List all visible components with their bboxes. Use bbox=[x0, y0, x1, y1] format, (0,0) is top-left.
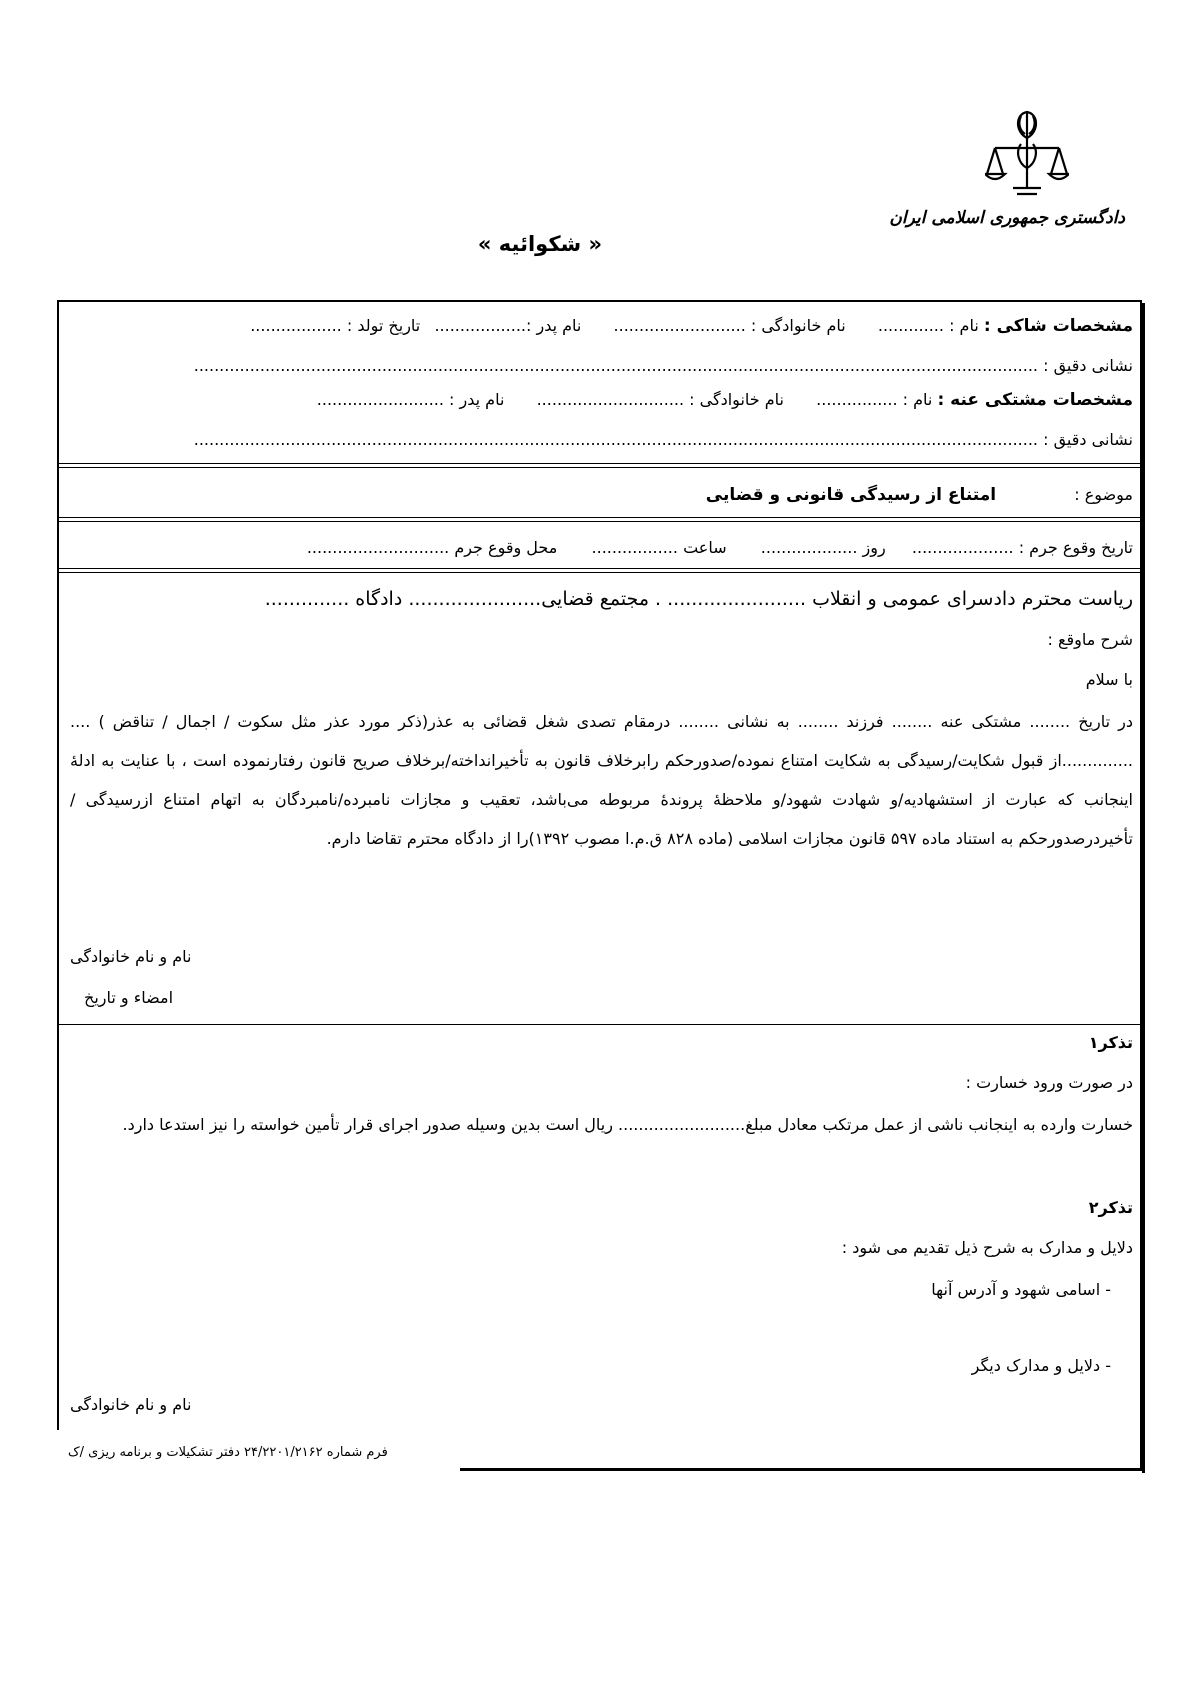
complainant-birth-field[interactable]: تاریخ تولد : .................. bbox=[250, 316, 421, 335]
court-emblem bbox=[889, 108, 1125, 248]
signature-date: امضاء و تاریخ bbox=[84, 988, 174, 1007]
description-label: شرح ماوقع : bbox=[1047, 630, 1133, 649]
note2-line1: دلایل و مدارک به شرح ذیل تقدیم می شود : bbox=[841, 1238, 1133, 1257]
crime-day-field[interactable]: روز ................... bbox=[760, 538, 886, 557]
crime-date-field[interactable]: تاریخ وقوع جرم : .................... bbox=[911, 538, 1133, 557]
note2-item-evidence: - دلایل و مدارک دیگر bbox=[971, 1356, 1111, 1375]
crime-place-field[interactable]: محل وقوع جرم ............................ bbox=[306, 538, 558, 557]
organization-name: دادگستری جمهوری اسلامی ایران bbox=[889, 208, 1125, 228]
note1-line1: در صورت ورود خسارت : bbox=[965, 1073, 1133, 1092]
complainant-family-field[interactable]: نام خانوادگی : .......................... bbox=[613, 316, 846, 335]
signature-name: نام و نام خانوادگی bbox=[70, 947, 192, 966]
complainant-heading: مشخصات شاکی : bbox=[983, 316, 1133, 336]
greeting: با سلام bbox=[1085, 670, 1133, 689]
document-title: « شکوائیه » bbox=[477, 232, 603, 256]
defendant-row bbox=[317, 392, 1133, 409]
subject-row bbox=[706, 487, 1133, 504]
subject-value: امتناع از رسیدگی قانونی و قضایی bbox=[705, 485, 997, 505]
bottom-name: نام و نام خانوادگی bbox=[70, 1395, 192, 1414]
crime-row bbox=[307, 540, 1133, 556]
divider bbox=[57, 463, 1142, 468]
divider bbox=[57, 517, 1142, 522]
complaint-paragraph: در تاریخ ........ مشتکی عنه ........ فرزند ........ به نشانی ........ درمقام تصدی شغل قضائی به عذر(ذکر مورد عذر مثل سکوت / اجمال / تناقض ) .... ..............از قبول شکایت/رسیدگی به شکایت امتناع نموده/صدورحکم رابرخلاف قانون به تأخیرانداخته/برخلاف صریح قانون رفتارنموده است ، با عنایت به ادلهٔ اینجانب که عبارت از استشهادیه/و شهادت شهود/و ملاحظهٔ پروندهٔ مربوطه می‌باشد، تعقیب و مجازات نامبرده/نامبردگان به اتهام امتناع ازرسیدگی / تأخیردرصدورحکم به استناد ماده ۵۹۷ قانون مجازات اسلامی (ماده ۸۲۸ ق.م.ا مصوب ۱۳۹۲)را از دادگاه محترم تقاضا دارم. bbox=[70, 712, 1133, 848]
form-number-footer: فرم شماره ۲۴/۲۲۰۱/۲۱۶۲ دفتر تشکیلات و برنامه ریزی /ک bbox=[68, 1445, 388, 1460]
divider bbox=[57, 568, 1142, 573]
note1-paragraph: خسارت وارده به اینجانب ناشی از عمل مرتکب معادل مبلغ......................... ریال است بدین وسیله صدور اجرای قرار تأمین خواسته را نیز استدعا دارد. bbox=[122, 1115, 1133, 1134]
crime-time-field[interactable]: ساعت ................. bbox=[591, 538, 727, 557]
complainant-row bbox=[250, 318, 1133, 335]
court-address-line: ریاست محترم دادسرای عمومی و انقلاب ....................... . مجتمع قضایی...................... دادگاه .............. bbox=[264, 588, 1133, 610]
note2-title: تذکر۲ bbox=[1088, 1198, 1133, 1217]
defendant-name-field[interactable]: نام : ................ bbox=[816, 390, 933, 409]
subject-label: موضوع : bbox=[1074, 485, 1133, 504]
iran-emblem-scales-icon bbox=[985, 108, 1069, 198]
divider bbox=[57, 1024, 1142, 1025]
defendant-heading: مشخصات مشتکی عنه : bbox=[937, 390, 1133, 410]
complainant-father-field[interactable]: نام پدر :.................. bbox=[434, 316, 582, 335]
complainant-name-field[interactable]: نام : ............. bbox=[877, 316, 979, 335]
defendant-address-field[interactable]: نشانی دقیق : ...................................................................................................................................................................... bbox=[193, 430, 1133, 449]
note1-title: تذکر۱ bbox=[1088, 1033, 1133, 1052]
defendant-family-field[interactable]: نام خانوادگی : ............................. bbox=[536, 390, 784, 409]
complainant-address-field[interactable]: نشانی دقیق : ...................................................................................................................................................................... bbox=[193, 356, 1133, 375]
defendant-father-field[interactable]: نام پدر : ......................... bbox=[316, 390, 505, 409]
note2-item-witnesses: - اسامی شهود و آدرس آنها bbox=[931, 1280, 1111, 1299]
